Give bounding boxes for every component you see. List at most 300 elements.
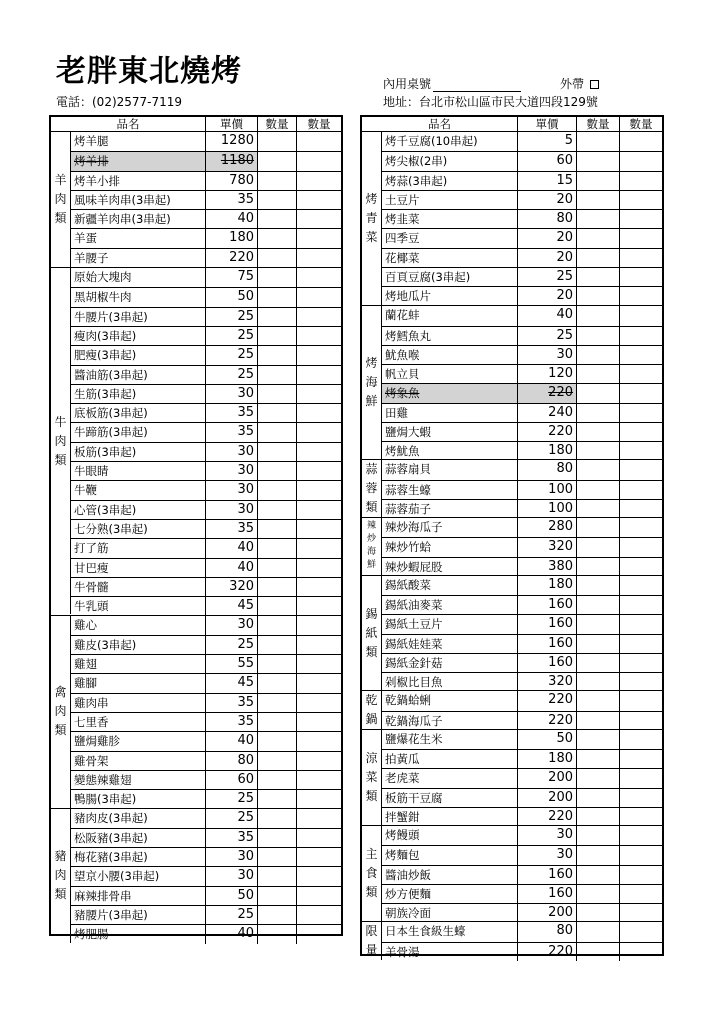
qty-cell-1[interactable] [258, 887, 297, 905]
qty-cell-1[interactable] [577, 287, 620, 305]
item-name: 蒜蓉茄子 [382, 500, 518, 518]
menu-item-row [71, 712, 341, 731]
item-name: 牛眼睛 [71, 462, 206, 480]
menu-item-row [71, 326, 341, 345]
category-label: 辣 炒 海 鮮 [362, 518, 382, 575]
item-name: 烤魷魚 [382, 442, 518, 460]
item-name: 豬腰片(3串起) [71, 906, 206, 924]
qty-cell-2[interactable] [620, 769, 662, 787]
qty-cell-2[interactable] [297, 713, 341, 731]
qty-cell-2[interactable] [620, 460, 662, 479]
qty-cell-2[interactable] [620, 922, 662, 941]
item-price: 40 [206, 925, 258, 943]
qty-cell-2[interactable] [297, 539, 341, 557]
qty-cell-1[interactable] [258, 346, 297, 364]
category-label: 涼 菜 類 [362, 730, 382, 825]
qty-cell-1[interactable] [577, 922, 620, 941]
header-qty-1: 數量 [577, 117, 620, 131]
qty-cell-1[interactable] [258, 655, 297, 673]
item-name: 望京小腰(3串起) [71, 867, 206, 885]
qty-cell-1[interactable] [577, 654, 620, 672]
qty-cell-2[interactable] [620, 635, 662, 653]
qty-cell-2[interactable] [297, 732, 341, 750]
qty-cell-2[interactable] [297, 132, 341, 151]
qty-cell-1[interactable] [577, 327, 620, 345]
qty-cell-1[interactable] [577, 596, 620, 614]
item-name: 烤羊排 [71, 152, 206, 170]
qty-cell-2[interactable] [620, 576, 662, 595]
item-price: 30 [206, 443, 258, 461]
qty-cell-2[interactable] [297, 346, 341, 364]
qty-cell-1[interactable] [258, 423, 297, 441]
menu-item-row [382, 286, 662, 305]
header-price: 單價 [206, 117, 258, 131]
item-price: 220 [206, 249, 258, 267]
qty-cell-1[interactable] [258, 636, 297, 654]
takeout-checkbox[interactable] [590, 80, 599, 89]
qty-cell-1[interactable] [577, 635, 620, 653]
qty-cell-1[interactable] [258, 578, 297, 596]
item-price: 40 [206, 732, 258, 750]
item-price: 40 [206, 559, 258, 577]
item-name: 瘦肉(3串起) [71, 327, 206, 345]
qty-cell-2[interactable] [297, 229, 341, 247]
item-name: 甘巴瘦 [71, 559, 206, 577]
qty-cell-1[interactable] [258, 771, 297, 789]
qty-cell-1[interactable] [258, 520, 297, 538]
qty-cell-2[interactable] [620, 132, 662, 151]
qty-cell-1[interactable] [577, 268, 620, 286]
qty-cell-2[interactable] [620, 172, 662, 190]
item-price: 50 [518, 730, 577, 749]
qty-cell-1[interactable] [258, 829, 297, 847]
qty-cell-1[interactable] [258, 501, 297, 519]
qty-cell-1[interactable] [577, 442, 620, 460]
qty-cell-2[interactable] [620, 384, 662, 402]
qty-cell-1[interactable] [258, 385, 297, 403]
qty-cell-1[interactable] [577, 538, 620, 556]
item-price: 200 [518, 769, 577, 787]
qty-cell-2[interactable] [620, 249, 662, 267]
qty-cell-2[interactable] [620, 904, 662, 922]
qty-cell-2[interactable] [620, 808, 662, 826]
menu-item-row [71, 442, 341, 461]
item-price: 50 [206, 887, 258, 905]
qty-cell-1[interactable] [577, 789, 620, 807]
qty-cell-2[interactable] [620, 191, 662, 209]
item-name: 烤蒜(3串起) [382, 172, 518, 190]
item-name: 烤鱈魚丸 [382, 327, 518, 345]
menu-item-row [382, 151, 662, 170]
category-label: 烤 青 菜 [362, 132, 382, 305]
table-header [362, 117, 662, 132]
item-price: 780 [206, 172, 258, 190]
item-name: 蘭花蚌 [382, 306, 518, 325]
item-name: 雞心 [71, 616, 206, 635]
phone-number: 電話：(02)2577-7119 [56, 95, 183, 109]
item-name: 牛腰片(3串起) [71, 308, 206, 326]
menu-item-row [382, 460, 662, 479]
qty-cell-1[interactable] [577, 518, 620, 537]
qty-cell-1[interactable] [577, 152, 620, 170]
qty-cell-1[interactable] [577, 132, 620, 151]
item-name: 乾鍋蛤蜊 [382, 691, 518, 710]
menu-item-row [382, 345, 662, 364]
qty-cell-1[interactable] [258, 210, 297, 228]
menu-category [362, 729, 662, 825]
qty-cell-1[interactable] [258, 790, 297, 808]
qty-cell-2[interactable] [620, 306, 662, 325]
qty-cell-2[interactable] [297, 249, 341, 267]
menu-item-row [382, 903, 662, 922]
item-price: 200 [518, 789, 577, 807]
menu-item-row [71, 287, 341, 306]
qty-cell-1[interactable] [577, 191, 620, 209]
menu-item-row [71, 886, 341, 905]
qty-cell-1[interactable] [258, 809, 297, 828]
menu-category [362, 132, 662, 305]
qty-cell-2[interactable] [297, 404, 341, 422]
qty-cell-2[interactable] [620, 423, 662, 441]
qty-cell-2[interactable] [620, 481, 662, 499]
menu-item-row [382, 826, 662, 845]
qty-cell-2[interactable] [297, 925, 341, 943]
qty-cell-1[interactable] [258, 249, 297, 267]
item-name: 豬肉皮(3串起) [71, 809, 206, 828]
header-name: 品名 [362, 117, 518, 131]
qty-cell-1[interactable] [577, 769, 620, 787]
qty-cell-2[interactable] [297, 694, 341, 712]
menu-item-row [71, 248, 341, 267]
qty-cell-1[interactable] [577, 904, 620, 922]
item-price: 35 [206, 694, 258, 712]
qty-cell-1[interactable] [258, 229, 297, 247]
qty-cell-1[interactable] [577, 885, 620, 903]
qty-cell-2[interactable] [297, 559, 341, 577]
qty-cell-2[interactable] [297, 655, 341, 673]
qty-cell-1[interactable] [258, 172, 297, 190]
qty-cell-1[interactable] [258, 191, 297, 209]
item-name: 老虎菜 [382, 769, 518, 787]
qty-cell-1[interactable] [258, 462, 297, 480]
category-label: 烤 海 鮮 [362, 306, 382, 459]
category-label: 限 量 [362, 922, 382, 960]
qty-cell-2[interactable] [297, 752, 341, 770]
qty-cell-1[interactable] [577, 423, 620, 441]
item-price: 80 [518, 210, 577, 228]
category-label: 羊 肉 類 [51, 132, 71, 267]
item-price: 220 [518, 943, 577, 961]
qty-cell-1[interactable] [577, 306, 620, 325]
qty-cell-2[interactable] [297, 616, 341, 635]
item-name: 乾鍋海瓜子 [382, 712, 518, 730]
qty-cell-2[interactable] [620, 691, 662, 710]
menu-item-row [382, 132, 662, 151]
menu-item-row [382, 209, 662, 228]
item-name: 生筋(3串起) [71, 385, 206, 403]
qty-cell-1[interactable] [258, 404, 297, 422]
item-price: 200 [518, 904, 577, 922]
item-name: 烤羊腿 [71, 132, 206, 151]
qty-cell-1[interactable] [258, 848, 297, 866]
qty-cell-2[interactable] [297, 210, 341, 228]
qty-cell-2[interactable] [297, 288, 341, 306]
qty-cell-2[interactable] [297, 385, 341, 403]
qty-cell-2[interactable] [620, 442, 662, 460]
qty-cell-2[interactable] [297, 771, 341, 789]
qty-cell-1[interactable] [258, 925, 297, 943]
item-price: 35 [206, 423, 258, 441]
dine-in-label: 內用桌號 [383, 77, 432, 91]
item-name: 雞腳 [71, 674, 206, 692]
qty-cell-2[interactable] [620, 404, 662, 422]
qty-cell-1[interactable] [258, 694, 297, 712]
item-price: 30 [206, 385, 258, 403]
qty-cell-2[interactable] [620, 654, 662, 672]
item-price: 180 [518, 750, 577, 768]
qty-cell-1[interactable] [577, 404, 620, 422]
qty-cell-2[interactable] [297, 462, 341, 480]
qty-cell-2[interactable] [297, 172, 341, 190]
menu-item-row [382, 248, 662, 267]
qty-cell-1[interactable] [258, 308, 297, 326]
item-price: 180 [518, 576, 577, 595]
qty-cell-1[interactable] [258, 559, 297, 577]
qty-cell-1[interactable] [258, 713, 297, 731]
qty-cell-2[interactable] [297, 578, 341, 596]
qty-cell-2[interactable] [297, 308, 341, 326]
qty-cell-1[interactable] [577, 346, 620, 364]
qty-cell-2[interactable] [620, 268, 662, 286]
qty-cell-1[interactable] [258, 906, 297, 924]
qty-cell-2[interactable] [620, 846, 662, 864]
qty-cell-1[interactable] [577, 712, 620, 730]
qty-cell-2[interactable] [297, 597, 341, 615]
qty-cell-2[interactable] [297, 520, 341, 538]
item-name: 烤韭菜 [382, 210, 518, 228]
menu-item-row [382, 306, 662, 325]
qty-cell-2[interactable] [297, 366, 341, 384]
item-price: 30 [206, 481, 258, 499]
qty-cell-1[interactable] [258, 752, 297, 770]
table-number-line[interactable] [433, 79, 521, 92]
qty-cell-1[interactable] [577, 615, 620, 633]
item-name: 麻辣排骨串 [71, 887, 206, 905]
qty-cell-2[interactable] [297, 674, 341, 692]
qty-cell-2[interactable] [297, 501, 341, 519]
qty-cell-2[interactable] [620, 365, 662, 383]
qty-cell-2[interactable] [297, 268, 341, 287]
qty-cell-2[interactable] [297, 423, 341, 441]
item-name: 鹽焗雞胗 [71, 732, 206, 750]
menu-item-row [71, 268, 341, 287]
qty-cell-1[interactable] [577, 460, 620, 479]
qty-cell-2[interactable] [620, 826, 662, 845]
qty-cell-2[interactable] [297, 809, 341, 828]
qty-cell-2[interactable] [620, 518, 662, 537]
qty-cell-1[interactable] [577, 481, 620, 499]
item-price: 35 [206, 713, 258, 731]
menu-item-row [382, 499, 662, 518]
qty-cell-2[interactable] [297, 191, 341, 209]
qty-cell-2[interactable] [297, 327, 341, 345]
menu-item-row [382, 190, 662, 209]
qty-cell-2[interactable] [620, 500, 662, 518]
qty-cell-2[interactable] [620, 615, 662, 633]
qty-cell-1[interactable] [258, 443, 297, 461]
item-name: 烤千豆腐(10串起) [382, 132, 518, 151]
menu-category [362, 690, 662, 729]
qty-cell-1[interactable] [258, 132, 297, 151]
item-name: 鴨腸(3串起) [71, 790, 206, 808]
qty-cell-1[interactable] [577, 384, 620, 402]
item-price: 1280 [206, 132, 258, 151]
menu-table-right [360, 115, 664, 959]
qty-cell-2[interactable] [620, 596, 662, 614]
qty-cell-2[interactable] [620, 943, 662, 961]
qty-cell-1[interactable] [577, 846, 620, 864]
menu-table-left [49, 115, 343, 942]
qty-cell-1[interactable] [258, 539, 297, 557]
qty-cell-1[interactable] [577, 172, 620, 190]
qty-cell-2[interactable] [620, 558, 662, 576]
qty-cell-2[interactable] [297, 790, 341, 808]
qty-cell-2[interactable] [297, 636, 341, 654]
qty-cell-1[interactable] [258, 152, 297, 170]
qty-cell-2[interactable] [297, 481, 341, 499]
category-label: 乾 鍋 [362, 691, 382, 729]
qty-cell-2[interactable] [620, 789, 662, 807]
qty-cell-1[interactable] [577, 229, 620, 247]
item-name: 四季豆 [382, 229, 518, 247]
qty-cell-1[interactable] [258, 674, 297, 692]
menu-item-row [382, 884, 662, 903]
qty-cell-1[interactable] [577, 730, 620, 749]
menu-item-row [71, 307, 341, 326]
qty-cell-2[interactable] [620, 730, 662, 749]
qty-cell-2[interactable] [620, 750, 662, 768]
item-price: 240 [518, 404, 577, 422]
qty-cell-2[interactable] [620, 885, 662, 903]
item-name: 拍黃瓜 [382, 750, 518, 768]
qty-cell-2[interactable] [620, 673, 662, 691]
qty-cell-2[interactable] [620, 327, 662, 345]
menu-item-row [382, 537, 662, 556]
menu-item-row [382, 480, 662, 499]
takeout-field [560, 75, 599, 92]
qty-cell-2[interactable] [297, 906, 341, 924]
item-price: 25 [206, 308, 258, 326]
item-name: 烤地瓜片 [382, 287, 518, 305]
menu-item-row [382, 557, 662, 576]
menu-item-row [71, 132, 341, 151]
qty-cell-1[interactable] [258, 481, 297, 499]
menu-item-row [71, 731, 341, 750]
item-name: 心管(3串起) [71, 501, 206, 519]
item-price: 50 [206, 288, 258, 306]
item-name: 新疆羊肉串(3串起) [71, 210, 206, 228]
qty-cell-1[interactable] [577, 866, 620, 884]
item-name: 醬油筋(3串起) [71, 366, 206, 384]
item-name: 板筋干豆腐 [382, 789, 518, 807]
qty-cell-2[interactable] [297, 152, 341, 170]
qty-cell-1[interactable] [577, 750, 620, 768]
menu-item-row [71, 809, 341, 828]
qty-cell-2[interactable] [620, 152, 662, 170]
item-name: 蒜蓉扇貝 [382, 460, 518, 479]
item-price: 45 [206, 597, 258, 615]
qty-cell-1[interactable] [577, 210, 620, 228]
qty-cell-1[interactable] [258, 288, 297, 306]
qty-cell-1[interactable] [577, 808, 620, 826]
qty-cell-1[interactable] [577, 691, 620, 710]
item-name: 烤尖椒(2串) [382, 152, 518, 170]
qty-cell-1[interactable] [258, 867, 297, 885]
item-name: 原始大塊肉 [71, 268, 206, 287]
qty-cell-2[interactable] [620, 538, 662, 556]
qty-cell-2[interactable] [297, 829, 341, 847]
qty-cell-1[interactable] [577, 249, 620, 267]
menu-item-row [71, 654, 341, 673]
qty-cell-2[interactable] [620, 346, 662, 364]
qty-cell-2[interactable] [620, 866, 662, 884]
item-name: 錫紙娃娃菜 [382, 635, 518, 653]
qty-cell-1[interactable] [258, 732, 297, 750]
menu-item-row [71, 693, 341, 712]
item-price: 220 [518, 384, 577, 402]
item-price: 40 [206, 210, 258, 228]
qty-cell-2[interactable] [620, 210, 662, 228]
item-price: 60 [518, 152, 577, 170]
qty-cell-1[interactable] [258, 616, 297, 635]
item-name: 打了筋 [71, 539, 206, 557]
menu-item-row [382, 845, 662, 864]
item-name: 百頁豆腐(3串起) [382, 268, 518, 286]
item-name: 羊腰子 [71, 249, 206, 267]
qty-cell-1[interactable] [577, 500, 620, 518]
qty-cell-2[interactable] [620, 712, 662, 730]
qty-cell-1[interactable] [577, 365, 620, 383]
menu-item-row [71, 403, 341, 422]
qty-cell-1[interactable] [258, 366, 297, 384]
qty-cell-1[interactable] [258, 597, 297, 615]
dine-in-table-field [383, 75, 521, 92]
qty-cell-2[interactable] [620, 229, 662, 247]
qty-cell-2[interactable] [297, 443, 341, 461]
item-price: 30 [518, 826, 577, 845]
item-price: 80 [518, 922, 577, 941]
qty-cell-1[interactable] [258, 327, 297, 345]
item-price: 30 [206, 501, 258, 519]
item-price: 35 [206, 404, 258, 422]
qty-cell-2[interactable] [297, 848, 341, 866]
menu-item-row [382, 576, 662, 595]
menu-item-row [71, 866, 341, 885]
qty-cell-1[interactable] [577, 558, 620, 576]
qty-cell-1[interactable] [258, 268, 297, 287]
item-price: 75 [206, 268, 258, 287]
qty-cell-1[interactable] [577, 943, 620, 961]
item-price: 25 [518, 268, 577, 286]
qty-cell-1[interactable] [577, 826, 620, 845]
item-name: 雞肉串 [71, 694, 206, 712]
qty-cell-1[interactable] [577, 576, 620, 595]
menu-item-row [382, 653, 662, 672]
qty-cell-2[interactable] [297, 887, 341, 905]
qty-cell-2[interactable] [297, 867, 341, 885]
qty-cell-1[interactable] [577, 673, 620, 691]
qty-cell-2[interactable] [620, 287, 662, 305]
